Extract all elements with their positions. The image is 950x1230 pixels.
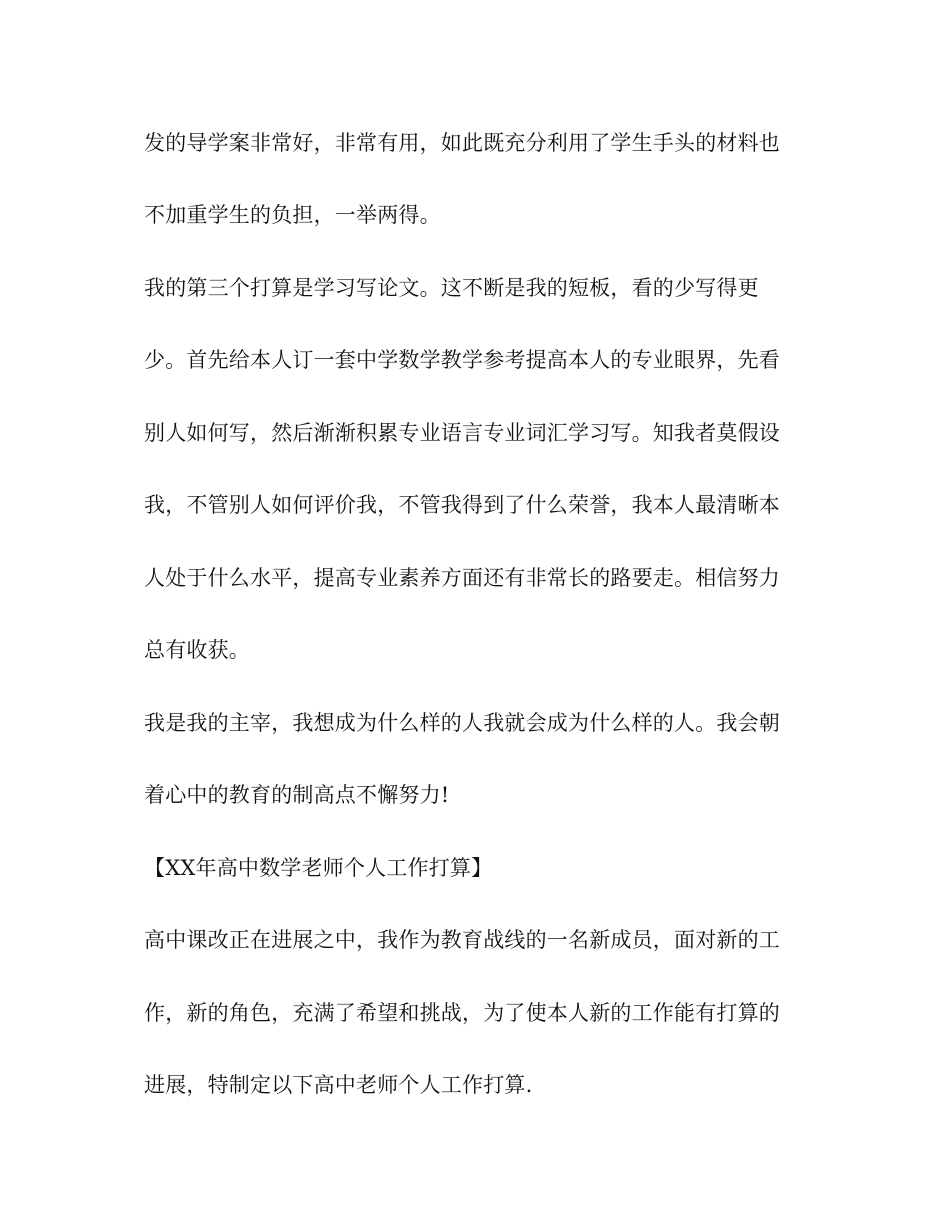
text-line-5: 别人如何写，然后渐渐积累专业语言专业词汇学习写。知我者莫假设 xyxy=(144,421,780,445)
text-line-6: 我，不管别人如何评价我，不管我得到了什么荣誉，我本人最清晰本 xyxy=(144,493,780,517)
text-line-13: 作，新的角色，充满了希望和挑战，为了使本人新的工作能有打算的 xyxy=(144,1001,780,1025)
text-line-9: 我是我的主宰，我想成为什么样的人我就会成为什么样的人。我会朝 xyxy=(144,711,780,735)
text-line-4: 少。首先给本人订一套中学数学教学参考提高本人的专业眼界，先看 xyxy=(144,348,780,372)
text-line-2: 不加重学生的负担，一举两得。 xyxy=(144,203,441,227)
text-line-14: 进展，特制定以下高中老师个人工作打算. xyxy=(144,1073,533,1097)
text-line-8: 总有收获。 xyxy=(144,638,250,662)
text-line-1: 发的导学案非常好，非常有用，如此既充分利用了学生手头的材料也 xyxy=(144,131,780,155)
text-line-10: 着心中的教育的制高点不懈努力! xyxy=(144,783,450,807)
text-line-3: 我的第三个打算是学习写论文。这不断是我的短板，看的少写得更 xyxy=(144,276,759,300)
text-line-7: 人处于什么水平，提高专业素养方面还有非常长的路要走。相信努力 xyxy=(144,566,780,590)
section-heading: 【XX年高中数学老师个人工作打算】 xyxy=(144,856,493,880)
text-line-12: 高中课改正在进展之中，我作为教育战线的一名新成员，面对新的工 xyxy=(144,928,780,952)
